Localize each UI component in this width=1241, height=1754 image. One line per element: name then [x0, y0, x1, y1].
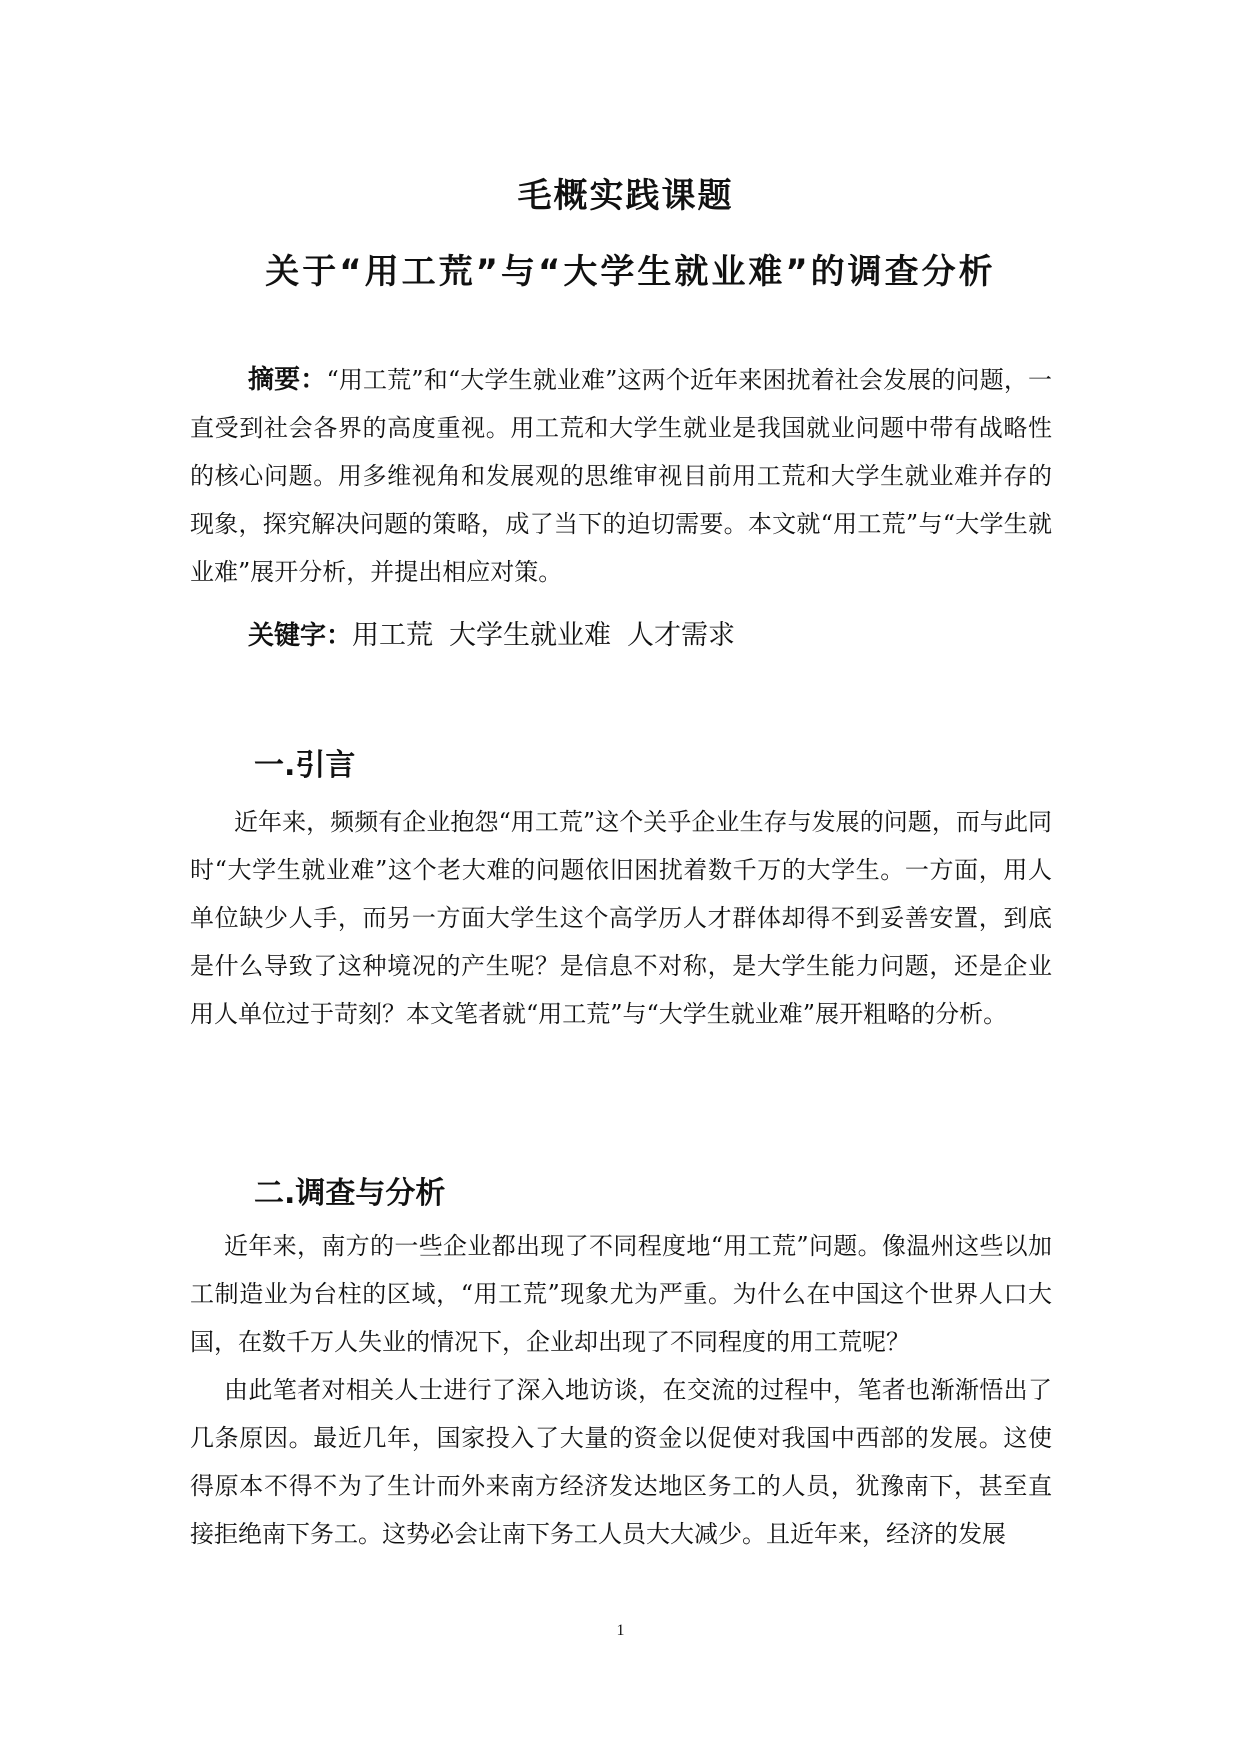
abstract-paragraph: [190, 356, 1052, 596]
abstract-text: “用工荒”和“大学生就业难”这两个近年来困扰着社会发展的问题，一直受到社会各界的高度重视。用工荒和大学生就业是我国就业问题中带有战略性的核心问题。用多维视角和发展观的思维审视目前用工荒和大学生就业难并存的现象，探究解决问题的策略，成了当下的迫切需要。本文就“用工荒”与“大学生就业难”展开分析，并提出相应对策。: [190, 366, 1052, 586]
keyword-item: 人才需求: [627, 620, 736, 651]
abstract-label: 摘要：: [248, 365, 327, 395]
keyword-item: 用工荒: [352, 620, 434, 651]
section-paragraph: 近年来，南方的一些企业都出现了不同程度地“用工荒”问题。像温州这些以加工制造业为台柱的区域，“用工荒”现象尤为严重。为什么在中国这个世界人口大国，在数千万人失业的情况下，企业却出现了不同程度的用工荒呢？: [190, 1232, 1052, 1356]
keywords-label: 关键字：: [248, 621, 353, 651]
abstract-block: [190, 356, 1052, 596]
page-number: 1: [616, 1622, 625, 1639]
title-line-1: 毛概实践课题: [517, 176, 734, 216]
section-heading-introduction: 一.引言: [254, 748, 356, 783]
title-line-2: 关于“用工荒”与“大学生就业难”的调查分析: [265, 252, 996, 292]
keywords-line: [190, 612, 1052, 660]
title-block: [0, 158, 1241, 310]
keyword-item: 大学生就业难: [449, 620, 612, 651]
section-paragraph: 近年来，频频有企业抱怨“用工荒”这个关乎企业生存与发展的问题，而与此同时“大学生就业难”这个老大难的问题依旧困扰着数千万的大学生。一方面，用人单位缺少人手，而另一方面大学生这个高学历人才群体却得不到妥善安置，到底是什么导致了这种境况的产生呢？是信息不对称，是大学生能力问题，还是企业用人单位过于苛刻？本文笔者就“用工荒”与“大学生就业难”展开粗略的分析。: [190, 808, 1052, 1028]
section-paragraph: 由此笔者对相关人士进行了深入地访谈，在交流的过程中，笔者也渐渐悟出了几条原因。最近几年，国家投入了大量的资金以促使对我国中西部的发展。这使得原本不得不为了生计而外来南方经济发达地区务工的人员，犹豫南下，甚至直接拒绝南下务工。这势必会让南下务工人员大大减少。且近年来，经济的发展: [190, 1376, 1052, 1548]
section-heading-survey-analysis: 二.调查与分析: [254, 1176, 446, 1211]
